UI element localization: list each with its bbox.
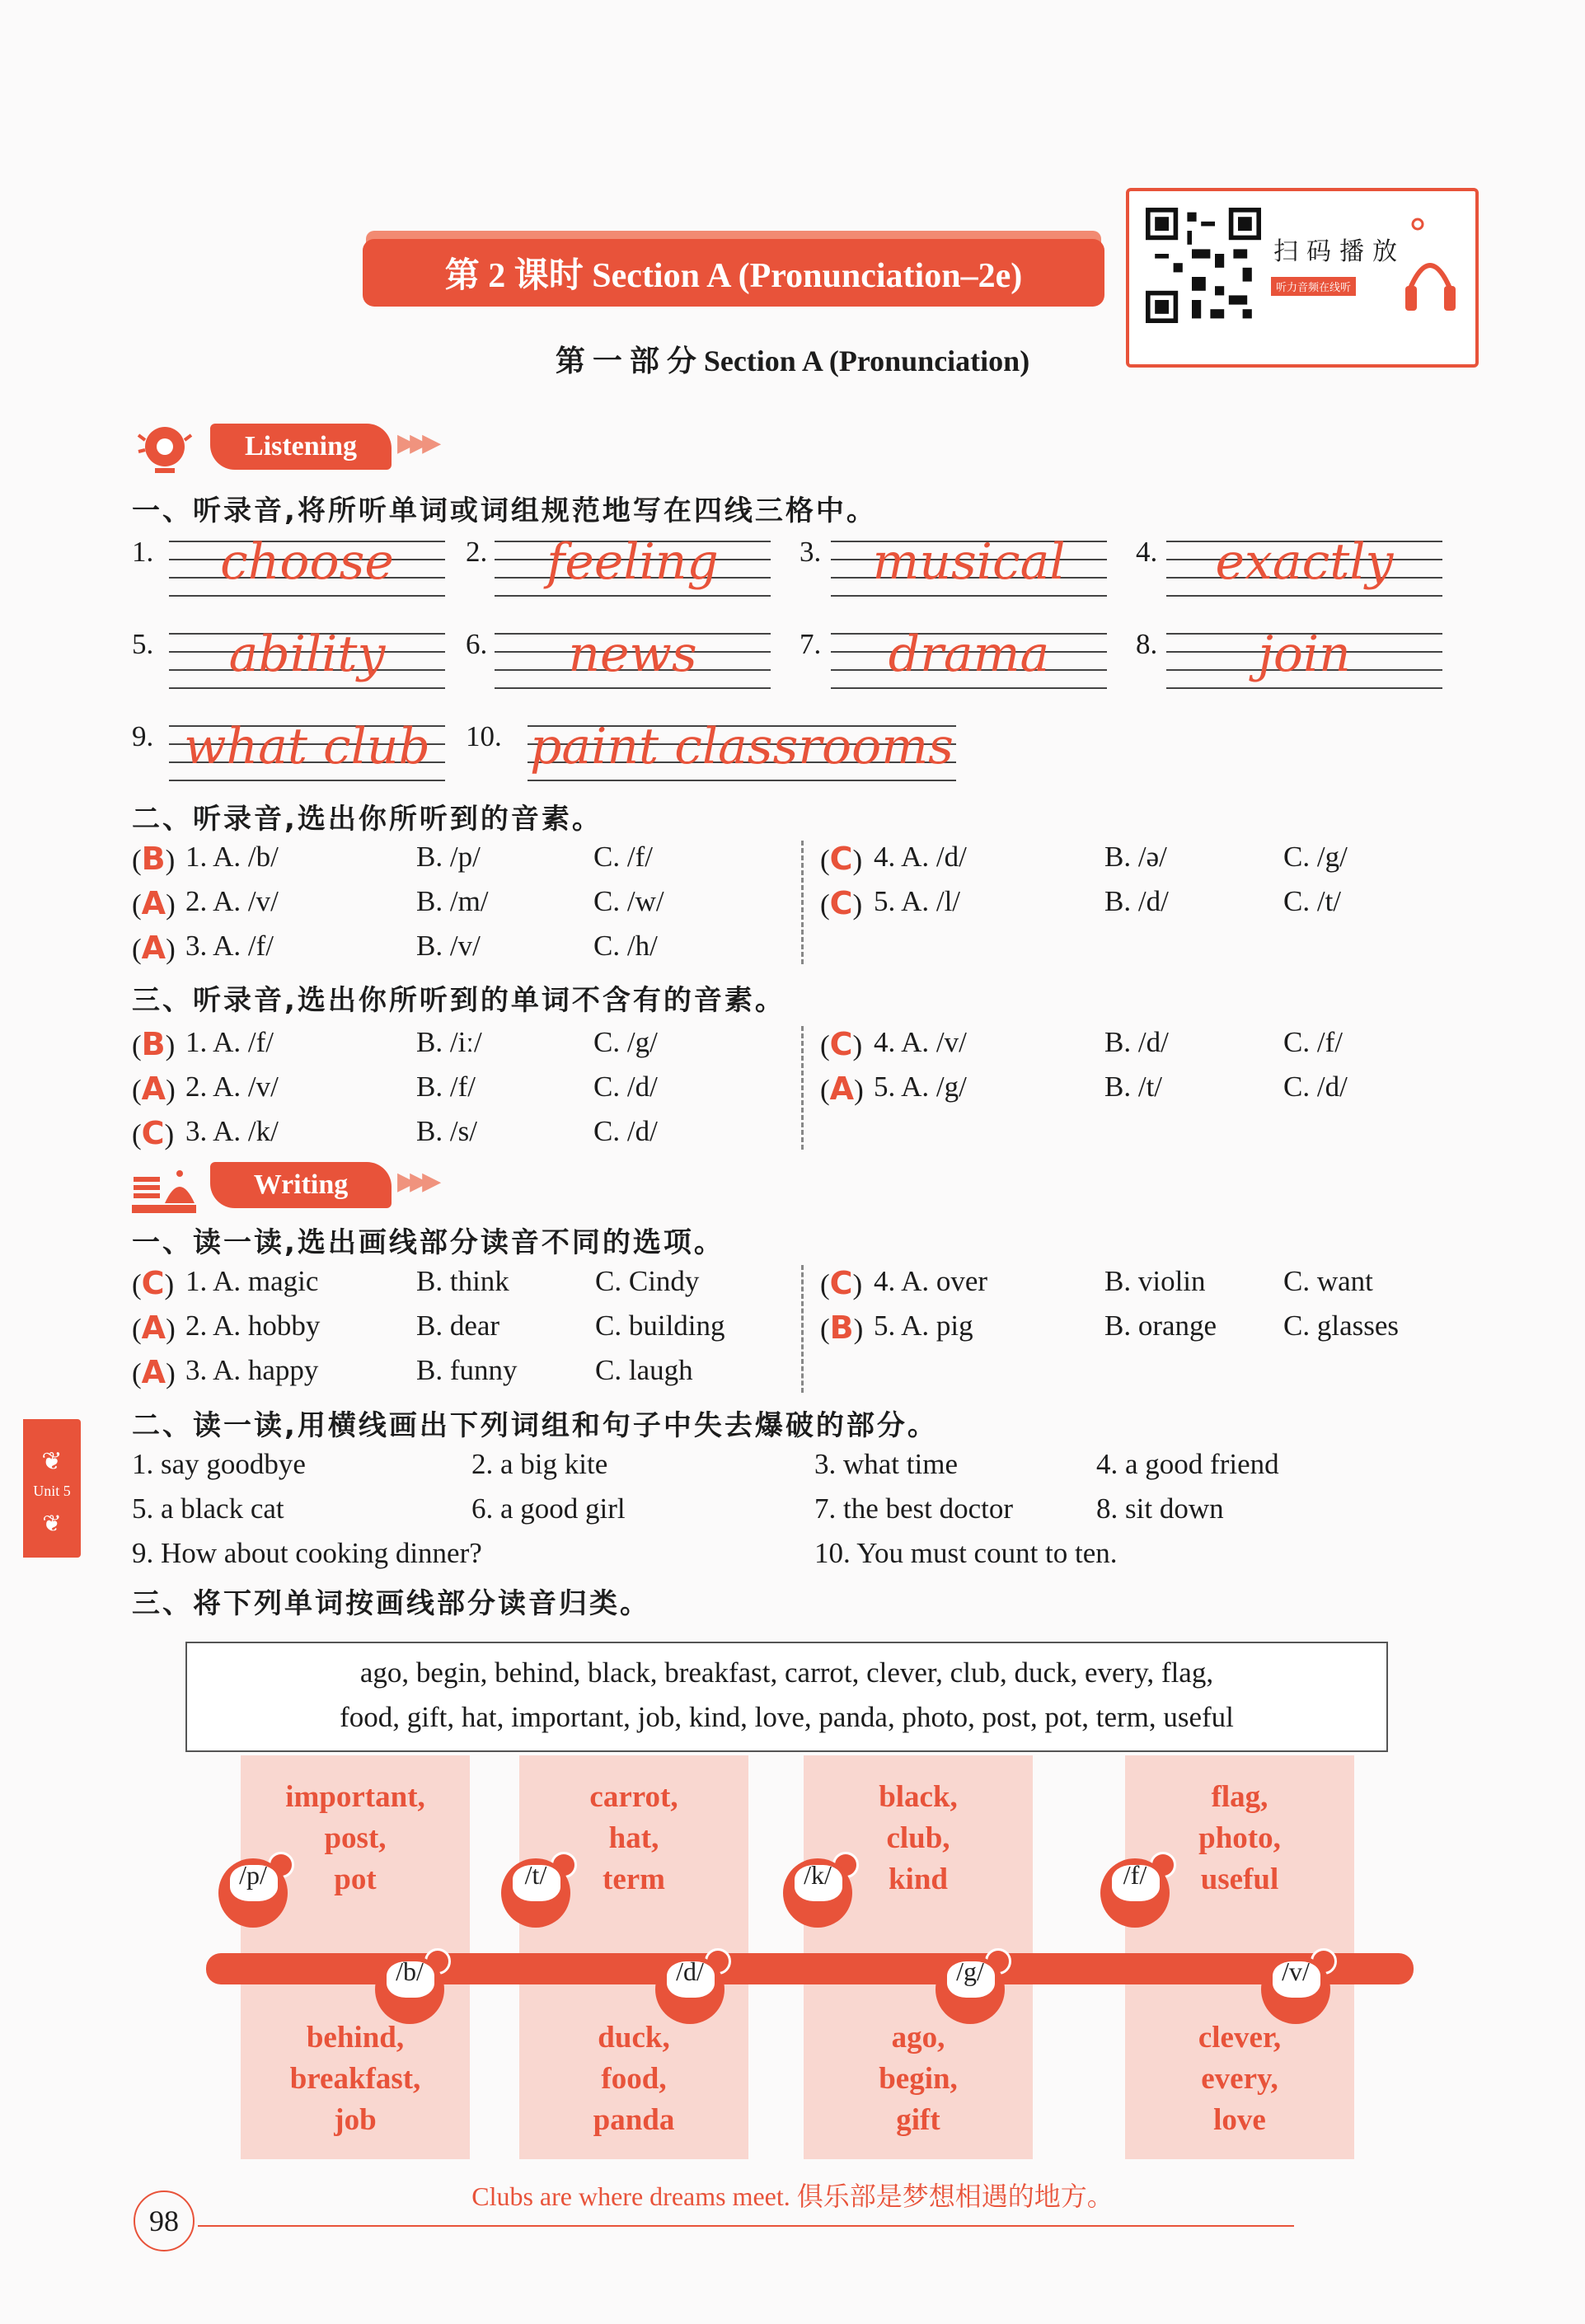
writing-q2-heading: 二、读一读,用横线画出下列词组和句子中失去爆破的部分。: [132, 1409, 938, 1442]
option-c: C. /h/: [593, 930, 658, 962]
answer-bracket: (A): [820, 1071, 864, 1107]
item-number: 4.: [1136, 536, 1158, 568]
phrase-item: 4. a good friend: [1096, 1448, 1279, 1480]
handwritten-answer: choose: [220, 533, 394, 591]
listening-tag: [210, 424, 392, 470]
item-number: 6.: [466, 628, 488, 660]
four-line-grid: [1166, 533, 1442, 595]
unit-side-tab: [23, 1419, 81, 1558]
phrase-item: 9. How about cooking dinner?: [132, 1537, 482, 1569]
sound-word: food,: [601, 2062, 667, 2096]
option-b: B. dear: [416, 1310, 500, 1342]
word-bank-line-2: food, gift, hat, important, job, kind, love, panda, photo, post, pot, term, useful: [340, 1701, 1234, 1733]
option-number: 4. A.: [874, 1265, 930, 1297]
option-b: B. violin: [1104, 1265, 1206, 1297]
answer-bracket: (C): [820, 841, 863, 877]
grid-line: [1166, 687, 1442, 689]
sound-word: breakfast,: [289, 2062, 421, 2096]
option-b: B. think: [416, 1265, 509, 1297]
phrase-item: 8. sit down: [1096, 1492, 1224, 1525]
phoneme-symbol: /k/: [804, 1860, 832, 1890]
part-title: 第 一 部 分 Section A (Pronunciation): [555, 344, 1030, 377]
handwritten-answer: join: [1258, 626, 1351, 683]
option-a: 5. A. /l/: [874, 885, 961, 917]
sound-word: job: [334, 2103, 377, 2137]
unit-label: Unit 5: [33, 1483, 71, 1499]
option-a: 2. A. /v/: [185, 885, 279, 917]
handwritten-answer: feeling: [546, 533, 719, 591]
four-line-grid: [1166, 628, 1442, 687]
four-line-grid: [495, 533, 771, 595]
option-b: B. /iː/: [416, 1026, 482, 1058]
qr-code-icon[interactable]: [1146, 208, 1261, 323]
answer-bracket: (A): [132, 1071, 176, 1107]
answer-bracket: (C): [820, 1026, 863, 1062]
answer-bracket: (B): [132, 1026, 176, 1062]
option-c: C. /g/: [1283, 841, 1348, 873]
sound-word: useful: [1200, 1862, 1279, 1896]
answer-bracket: (A): [132, 885, 176, 921]
option-a: 1. A. /f/: [185, 1026, 274, 1058]
phrase-item: 2. a big kite: [471, 1448, 608, 1480]
card-bottom-words: [804, 2017, 1033, 2141]
option-c: C. /g/: [593, 1026, 658, 1058]
handwritten-answer: what club: [184, 718, 430, 775]
lesson-banner: [363, 239, 1104, 307]
option-a: [874, 1310, 973, 1342]
answer-letter: C: [829, 1265, 853, 1301]
answer-letter: A: [141, 1071, 166, 1107]
answer-letter: A: [141, 930, 166, 966]
sound-word: black,: [879, 1780, 958, 1814]
answer-letter: B: [141, 841, 166, 877]
item-number: 5.: [132, 628, 154, 660]
item-number: 10.: [466, 720, 502, 752]
sound-word: photo,: [1198, 1821, 1281, 1855]
sound-word: clever,: [1198, 2021, 1282, 2055]
sound-word: flag,: [1211, 1780, 1268, 1814]
footer-rule: [198, 2225, 1294, 2227]
option-b: B. /d/: [1104, 885, 1169, 917]
sound-word: begin,: [879, 2062, 958, 2096]
grid-line: [831, 595, 1107, 597]
handwritten-answer: drama: [888, 626, 1050, 683]
card-bottom-words: [241, 2017, 470, 2141]
grid-line: [495, 687, 771, 689]
qr-label: 扫码播放: [1273, 237, 1405, 266]
option-number: 1. A.: [185, 1265, 242, 1297]
answer-bracket: (C): [132, 1115, 175, 1151]
option-c: C. /w/: [593, 885, 664, 917]
sound-word: carrot,: [589, 1780, 678, 1814]
phoneme-symbol: /v/: [1282, 1956, 1310, 1986]
answer-bracket: (B): [820, 1310, 864, 1346]
four-line-grid: [495, 628, 771, 687]
answer-letter: C: [141, 1115, 165, 1151]
option-c: C. /t/: [1283, 885, 1342, 917]
phrase-item: 1. say goodbye: [132, 1448, 306, 1480]
option-a-word: pig: [936, 1310, 973, 1342]
panda-icon: [655, 1955, 731, 2029]
option-a: [185, 1265, 318, 1298]
phrase-item: 7. the best doctor: [814, 1492, 1014, 1525]
option-a: [185, 1354, 318, 1387]
option-a: 2. A. /v/: [185, 1071, 279, 1103]
option-a: 5. A. /g/: [874, 1071, 967, 1103]
option-c: C. want: [1283, 1265, 1373, 1297]
sound-word: gift: [896, 2103, 940, 2137]
option-a: 1. A. /b/: [185, 841, 279, 873]
wing-icon: ❦: [41, 1448, 63, 1475]
option-a: 4. A. /d/: [874, 841, 967, 873]
column-divider: [801, 1026, 804, 1150]
phoneme-symbol: /b/: [396, 1956, 424, 1986]
sound-word: ago,: [891, 2021, 945, 2055]
grid-line: [1166, 595, 1442, 597]
four-line-grid: [169, 533, 445, 595]
option-a-word: magic: [247, 1265, 319, 1297]
option-b: B. /t/: [1104, 1071, 1163, 1103]
arrows-icon: ▶▶▶: [397, 1168, 435, 1195]
phoneme-symbol: /t/: [524, 1860, 547, 1890]
bell-icon: [132, 419, 198, 485]
option-b: B. /f/: [416, 1071, 476, 1103]
option-number: 3. A.: [185, 1354, 242, 1386]
item-number: 1.: [132, 536, 154, 568]
banner-title: 第 2 课时 Section A (Pronunciation–2e): [444, 257, 1023, 295]
option-number: 5. A.: [874, 1310, 930, 1342]
word-bank-line-1: ago, begin, behind, black, breakfast, carrot, clever, club, duck, every, flag,: [359, 1656, 1214, 1689]
item-number: 9.: [132, 720, 154, 752]
word-bank-box: [185, 1642, 1388, 1752]
phoneme-symbol: /d/: [676, 1956, 704, 1986]
sound-word: important,: [285, 1780, 425, 1814]
option-b: B. orange: [1104, 1310, 1217, 1342]
option-b: B. /ə/: [1104, 841, 1167, 873]
writing-q1-heading: 一、读一读,选出画线部分读音不同的选项。: [132, 1226, 725, 1259]
answer-letter: C: [829, 885, 853, 921]
answer-letter: C: [829, 841, 853, 877]
answer-letter: A: [141, 1310, 166, 1346]
option-c: C. /d/: [1283, 1071, 1348, 1103]
option-c: C. Cindy: [595, 1265, 700, 1297]
option-b: B. /v/: [416, 930, 481, 962]
column-divider: [801, 841, 804, 964]
phrase-item: 5. a black cat: [132, 1492, 284, 1525]
listening-tag-label: Listening: [244, 431, 358, 462]
panda-icon: [936, 1955, 1011, 2029]
sound-word: pot: [334, 1862, 377, 1896]
grid-line: [831, 687, 1107, 689]
option-c: C. glasses: [1283, 1310, 1399, 1342]
handwritten-answer: exactly: [1215, 533, 1394, 591]
option-b: B. /s/: [416, 1115, 477, 1147]
four-line-grid: [169, 720, 445, 780]
panda-icon: [218, 1858, 294, 1933]
four-line-grid: [528, 720, 956, 780]
sound-word: post,: [324, 1821, 387, 1855]
panda-icon: [1261, 1955, 1337, 2029]
grid-line: [169, 780, 445, 781]
answer-bracket: (C): [820, 1265, 863, 1301]
footer-motto: Clubs are where dreams meet. 俱乐部是梦想相遇的地方。: [471, 2181, 1114, 2211]
answer-bracket: (A): [132, 1354, 176, 1390]
headphone-icon: [1401, 208, 1459, 348]
option-a: 3. A. /k/: [185, 1115, 279, 1147]
panda-icon: [501, 1858, 577, 1933]
item-number: 7.: [800, 628, 822, 660]
phrase-item: 6. a good girl: [471, 1492, 626, 1525]
four-line-grid: [831, 533, 1107, 595]
option-a: [874, 1265, 987, 1298]
card-bottom-words: [1125, 2017, 1354, 2141]
answer-bracket: (C): [820, 885, 863, 921]
option-b: B. /p/: [416, 841, 481, 873]
panda-icon: [1100, 1858, 1176, 1933]
desk-bell-icon: [130, 1160, 198, 1218]
sound-word: behind,: [306, 2021, 405, 2055]
phoneme-symbol: /g/: [956, 1956, 984, 1986]
option-a: [185, 1310, 320, 1342]
answer-bracket: (A): [132, 1310, 176, 1346]
phoneme-symbol: /f/: [1123, 1860, 1147, 1890]
option-a: 4. A. /v/: [874, 1026, 967, 1058]
option-b: B. funny: [416, 1354, 518, 1386]
writing-tag: [210, 1162, 392, 1208]
option-number: 2. A.: [185, 1310, 242, 1342]
grid-line: [169, 687, 445, 689]
listening-q1-heading: 一、听录音,将所听单词或词组规范地写在四线三格中。: [132, 494, 877, 527]
item-number: 8.: [1136, 628, 1158, 660]
handwritten-answer: news: [568, 626, 697, 683]
answer-letter: C: [141, 1265, 165, 1301]
listening-q2-heading: 二、听录音,选出你所听到的音素。: [132, 803, 603, 836]
sound-word: hat,: [608, 1821, 659, 1855]
panda-icon: [783, 1858, 859, 1933]
qr-sublabel: 听力音频在线听: [1271, 277, 1356, 296]
option-a-word: hobby: [247, 1310, 321, 1342]
answer-letter: C: [829, 1026, 853, 1062]
option-c: C. /d/: [593, 1071, 658, 1103]
answer-bracket: (A): [132, 930, 176, 966]
option-c: C. laugh: [595, 1354, 693, 1386]
writing-tag-label: Writing: [253, 1169, 349, 1200]
item-number: 3.: [800, 536, 822, 568]
option-b: B. /d/: [1104, 1026, 1169, 1058]
sound-word: every,: [1201, 2062, 1278, 2096]
listening-q3-heading: 三、听录音,选出你所听到的单词不含有的音素。: [132, 984, 785, 1017]
answer-bracket: (B): [132, 841, 176, 877]
item-number: 2.: [466, 536, 488, 568]
option-a-word: over: [936, 1265, 988, 1297]
four-line-grid: [169, 628, 445, 687]
four-line-grid: [831, 628, 1107, 687]
sound-word: panda: [593, 2103, 675, 2137]
sound-word: club,: [886, 1821, 950, 1855]
sound-word: term: [603, 1862, 665, 1896]
wing-icon: ❦: [42, 1511, 62, 1537]
sound-word: love: [1213, 2103, 1266, 2137]
option-a: 3. A. /f/: [185, 930, 274, 962]
answer-letter: B: [829, 1310, 854, 1346]
grid-line: [528, 780, 956, 781]
arrows-icon: ▶▶▶: [397, 429, 435, 457]
sound-word: duck,: [598, 2021, 670, 2055]
grid-line: [169, 595, 445, 597]
option-c: C. /f/: [1283, 1026, 1343, 1058]
handwritten-answer: musical: [872, 533, 1066, 591]
page-number: 98: [134, 2190, 195, 2251]
writing-q3-heading: 三、将下列单词按画线部分读音归类。: [132, 1587, 650, 1620]
answer-bracket: (C): [132, 1265, 175, 1301]
phoneme-symbol: /p/: [239, 1860, 267, 1890]
option-c: C. /f/: [593, 841, 653, 873]
answer-letter: A: [829, 1071, 855, 1107]
card-bottom-words: [519, 2017, 748, 2141]
handwritten-answer: ability: [228, 626, 386, 683]
grid-line: [495, 595, 771, 597]
option-c: C. building: [595, 1310, 725, 1342]
phrase-item: 10. You must count to ten.: [814, 1537, 1118, 1569]
option-b: B. /m/: [416, 885, 489, 917]
phrase-item: 3. what time: [814, 1448, 958, 1480]
answer-letter: A: [141, 1354, 166, 1390]
answer-letter: B: [141, 1026, 166, 1062]
sound-word: kind: [888, 1862, 948, 1896]
panda-icon: [375, 1955, 451, 2029]
option-a-word: happy: [247, 1354, 319, 1386]
qr-panel[interactable]: [1126, 188, 1479, 368]
answer-letter: A: [141, 885, 166, 921]
option-c: C. /d/: [593, 1115, 658, 1147]
handwritten-answer: paint classrooms: [530, 718, 954, 775]
column-divider: [801, 1265, 804, 1393]
